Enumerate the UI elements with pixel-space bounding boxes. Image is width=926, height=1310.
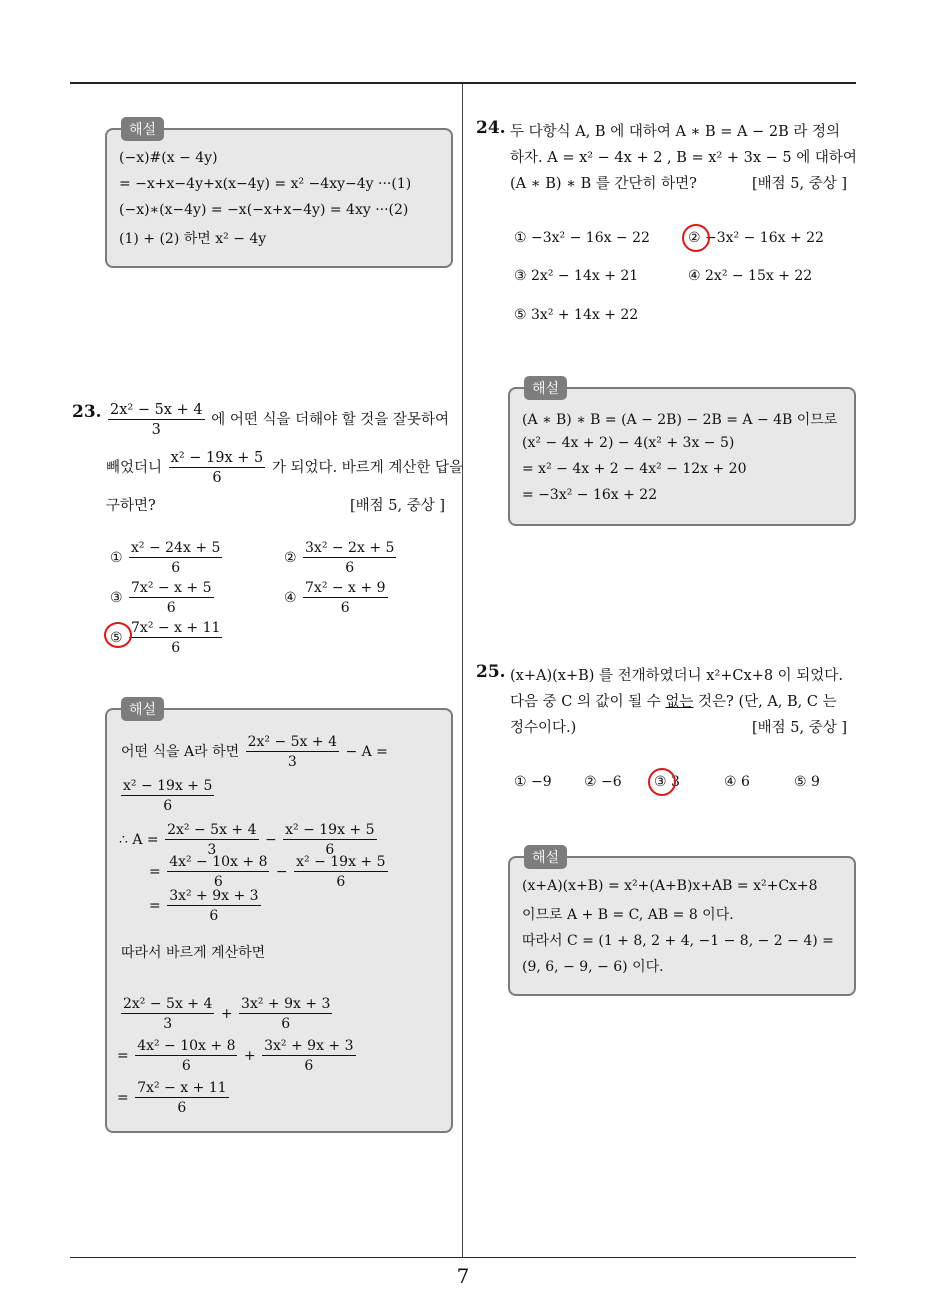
option-24-1[interactable]: ① −3x² − 16x − 22 bbox=[514, 230, 650, 246]
question-25-points: [배점 5, 중상 ] bbox=[752, 720, 848, 736]
solution-box-23 bbox=[105, 702, 453, 1133]
solution-line: 어떤 식을 A라 하면 $\frac{\text{2x² − 5x + 4}}{3}$ − A = bbox=[121, 734, 388, 770]
question-24-line-3: (A ∗ B) ∗ B 를 간단히 하면? bbox=[510, 176, 697, 192]
solution-line: = $\frac{\text{4x² − 10x + 8}}{6}$ + $\frac{\text{3x² + 9x + 3}}{6}$ bbox=[117, 1038, 354, 1074]
fraction: $\frac{\text{2x² − 5x + 4}}{3}$ bbox=[110, 402, 203, 438]
option-25-3[interactable]: ③ 3 bbox=[654, 774, 680, 790]
option-23-2[interactable]: ② $\frac{\text{3x² − 2x + 5}}{6}$ bbox=[284, 540, 395, 576]
question-23-line-2: 빼었더니 $\frac{\text{x² − 19x + 5}}{6}$ 가 되었다. 바르게 계산한 답을 bbox=[106, 450, 463, 486]
solution-tag: 해설 bbox=[121, 117, 164, 141]
solution-line: 이므로 A + B = C, AB = 8 이다. bbox=[522, 907, 734, 923]
solution-tag: 해설 bbox=[524, 845, 567, 869]
solution-line: ∴ A = $\frac{\text{2x² − 5x + 4}}{3}$ − $\frac{\text{x² − 19x + 5}}{6}$ bbox=[119, 822, 375, 858]
question-24-line-2: 하자. A = x² − 4x + 2 , B = x² + 3x − 5 에 대하여 bbox=[510, 150, 857, 166]
question-25-line-3: 정수이다.) bbox=[510, 720, 577, 736]
solution-line: = x² − 4x + 2 − 4x² − 12x + 20 bbox=[522, 461, 747, 477]
top-rule bbox=[70, 82, 856, 84]
option-24-2[interactable]: ② −3x² − 16x + 22 bbox=[688, 230, 824, 246]
option-24-4[interactable]: ④ 2x² − 15x + 22 bbox=[688, 268, 813, 284]
question-24-points: [배점 5, 중상 ] bbox=[752, 176, 848, 192]
question-24-line-1: 두 다항식 A, B 에 대하여 A ∗ B = A − 2B 라 정의 bbox=[510, 124, 840, 140]
solution-line: 따라서 바르게 계산하면 bbox=[121, 945, 266, 961]
question-23-line-1: $\frac{\text{2x² − 5x + 4}}{3}$ 에 어떤 식을 더해야 할 것을 잘못하여 bbox=[110, 402, 449, 438]
solution-line: = $\frac{\text{3x² + 9x + 3}}{6}$ bbox=[149, 888, 259, 924]
solution-line: (A ∗ B) ∗ B = (A − 2B) − 2B = A − 4B 이므로 bbox=[522, 412, 838, 428]
question-number-25: 25. bbox=[476, 662, 506, 682]
option-23-1[interactable]: ① $\frac{\text{x² − 24x + 5}}{6}$ bbox=[110, 540, 221, 576]
solution-tag: 해설 bbox=[121, 697, 164, 721]
question-number-23: 23. bbox=[72, 402, 102, 422]
solution-line: (−x)#(x − 4y) bbox=[119, 150, 218, 166]
solution-line: (9, 6, − 9, − 6) 이다. bbox=[522, 959, 664, 975]
option-23-3[interactable]: ③ $\frac{\text{7x² − x + 5}}{6}$ bbox=[110, 580, 212, 616]
solution-line: = −3x² − 16x + 22 bbox=[522, 487, 658, 503]
bottom-rule bbox=[70, 1257, 856, 1258]
question-25-line-2: 다음 중 C 의 값이 될 수 없는 것은? (단, A, B, C 는 bbox=[510, 694, 837, 710]
question-23-points: [배점 5, 중상 ] bbox=[350, 498, 446, 514]
solution-line: (−x)∗(x−4y) = −x(−x+x−4y) = 4xy ···(2) bbox=[119, 202, 409, 218]
answer-circle-24 bbox=[682, 224, 710, 252]
solution-box-25 bbox=[508, 850, 856, 996]
solution-line: (1) + (2) 하면 x² − 4y bbox=[119, 231, 267, 247]
option-25-4[interactable]: ④ 6 bbox=[724, 774, 750, 790]
solution-line: (x² − 4x + 2) − 4(x² + 3x − 5) bbox=[522, 435, 735, 451]
solution-box-24 bbox=[508, 381, 856, 526]
question-23-line-3: 구하면? bbox=[106, 498, 156, 514]
solution-line: = −x+x−4y+x(x−4y) = x² −4xy−4y ···(1) bbox=[119, 176, 412, 192]
solution-line: $\frac{\text{2x² − 5x + 4}}{3}$ + $\frac{\text{3x² + 9x + 3}}{6}$ bbox=[123, 996, 331, 1032]
answer-circle-23 bbox=[104, 622, 132, 648]
solution-line: $\frac{\text{x² − 19x + 5}}{6}$ bbox=[123, 778, 213, 814]
solution-line: (x+A)(x+B) = x²+(A+B)x+AB = x²+Cx+8 bbox=[522, 878, 818, 894]
option-25-5[interactable]: ⑤ 9 bbox=[794, 774, 820, 790]
option-23-4[interactable]: ④ $\frac{\text{7x² − x + 9}}{6}$ bbox=[284, 580, 386, 616]
option-23-5[interactable]: ⑤ $\frac{\text{7x² − x + 11}}{6}$ bbox=[110, 620, 221, 656]
solution-line: 따라서 C = (1 + 8, 2 + 4, −1 − 8, − 2 − 4) = bbox=[522, 933, 834, 949]
option-25-2[interactable]: ② −6 bbox=[584, 774, 622, 790]
column-divider bbox=[462, 84, 463, 1257]
option-24-5[interactable]: ⑤ 3x² + 14x + 22 bbox=[514, 307, 639, 323]
solution-box-22 bbox=[105, 122, 453, 268]
option-24-3[interactable]: ③ 2x² − 14x + 21 bbox=[514, 268, 639, 284]
solution-tag: 해설 bbox=[524, 376, 567, 400]
question-25-line-1: (x+A)(x+B) 를 전개하였더니 x²+Cx+8 이 되었다. bbox=[510, 668, 843, 684]
answer-circle-25 bbox=[648, 768, 676, 796]
option-25-1[interactable]: ① −9 bbox=[514, 774, 552, 790]
page-number: 7 bbox=[456, 1264, 470, 1288]
solution-line: = $\frac{\text{7x² − x + 11}}{6}$ bbox=[117, 1080, 227, 1116]
fraction: $\frac{\text{x² − 19x + 5}}{6}$ bbox=[170, 450, 264, 486]
question-number-24: 24. bbox=[476, 118, 506, 138]
solution-line: = $\frac{\text{4x² − 10x + 8}}{6}$ − $\frac{\text{x² − 19x + 5}}{6}$ bbox=[149, 854, 386, 890]
